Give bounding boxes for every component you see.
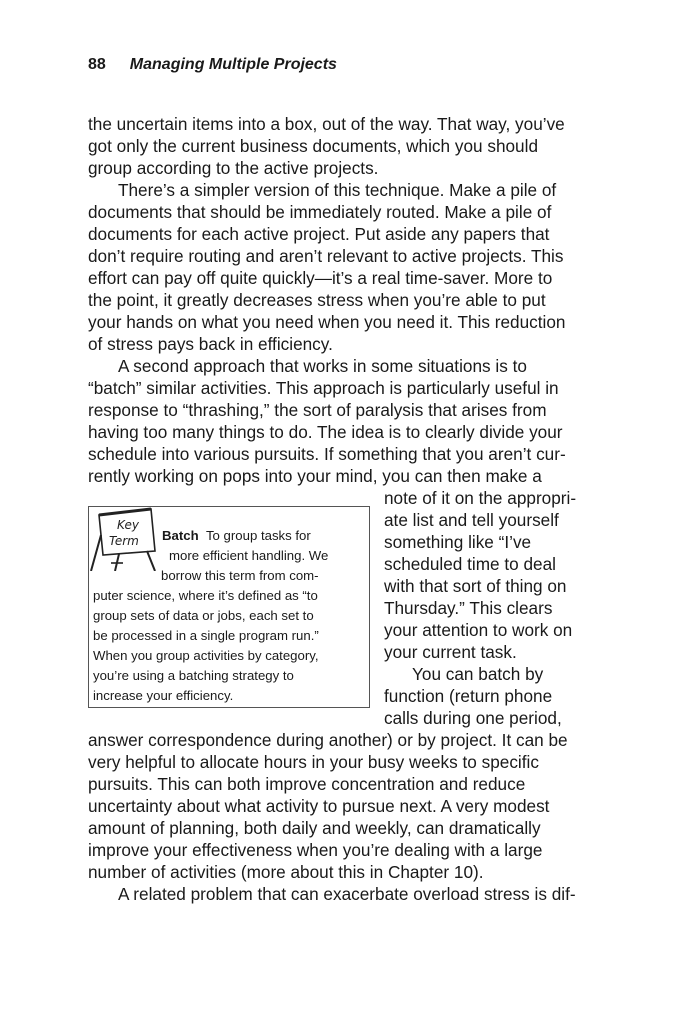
body-line: response to “thrashing,” the sort of paralysis that arises from — [88, 400, 547, 420]
key-term-line: be processed in a single program run.” — [93, 628, 319, 643]
side-line: Thursday.” This clears — [384, 598, 553, 618]
key-term-box — [88, 506, 370, 708]
side-line: calls during one period, — [384, 708, 562, 728]
running-header — [88, 56, 337, 74]
body-line: got only the current business documents, which you should — [88, 136, 538, 156]
key-term-line: increase your efficiency. — [93, 688, 234, 703]
side-line: note of it on the appropri- — [384, 488, 577, 508]
key-term-line: you’re using a batching strategy to — [93, 668, 294, 683]
body-line: number of activities (more about this in Chapter 10). — [88, 862, 484, 882]
side-line: You can batch by — [412, 664, 544, 684]
body-line: improve your effectiveness when you’re dealing with a large — [88, 840, 543, 860]
side-line: with that sort of thing on — [384, 576, 567, 596]
body-line: the point, it greatly decreases stress when you’re able to put — [88, 290, 546, 310]
key-term-line: When you group activities by category, — [93, 648, 319, 663]
body-line: A second approach that works in some situations is to — [118, 356, 527, 376]
body-line: documents for each active project. Put aside any papers that — [88, 224, 550, 244]
body-line: rently working on pops into your mind, you can then make a — [88, 466, 542, 486]
page-number: 88 — [88, 56, 106, 73]
side-line: your current task. — [384, 642, 517, 662]
key-icon-label: Key — [117, 518, 139, 532]
key-term-line: more efficient handling. We — [169, 548, 329, 563]
key-term-flipchart-icon — [89, 507, 161, 571]
body-line: your hands on what you need when you need it. This reduction — [88, 312, 566, 332]
side-line: function (return phone — [384, 686, 553, 706]
key-term-word: Batch — [162, 528, 199, 543]
body-line: of stress pays back in efficiency. — [88, 334, 333, 354]
body-line: having too many things to do. The idea is to clearly divide your — [88, 422, 563, 442]
body-line: schedule into various pursuits. If something that you aren’t cur- — [88, 444, 566, 464]
body-line: uncertainty about what activity to pursue next. A very modest — [88, 796, 550, 816]
body-line: “batch” similar activities. This approach is particularly useful in — [88, 378, 559, 398]
body-line: don’t require routing and aren’t relevant to active projects. This — [88, 246, 564, 266]
body-line: group according to the active projects. — [88, 158, 379, 178]
key-term-text: To group tasks for — [205, 528, 311, 543]
body-line: amount of planning, both daily and weekly, can dramatically — [88, 818, 541, 838]
term-icon-label: Term — [109, 534, 139, 548]
body-line: pursuits. This can both improve concentration and reduce — [88, 774, 526, 794]
side-line: ate list and tell yourself — [384, 510, 559, 530]
key-term-line: group sets of data or jobs, each set to — [93, 608, 314, 623]
side-line: something like “I’ve — [384, 532, 532, 552]
body-line: answer correspondence during another) or by project. It can be — [88, 730, 568, 750]
side-line: scheduled time to deal — [384, 554, 556, 574]
body-line: the uncertain items into a box, out of the way. That way, you’ve — [88, 114, 565, 134]
body-line: A related problem that can exacerbate overload stress is dif- — [118, 884, 576, 904]
running-title: Managing Multiple Projects — [129, 56, 337, 73]
body-line: very helpful to allocate hours in your busy weeks to specific — [88, 752, 539, 772]
body-line: effort can pay off quite quickly—it’s a real time-saver. More to — [88, 268, 553, 288]
key-term-line: borrow this term from com- — [161, 568, 319, 583]
body-line: There’s a simpler version of this technique. Make a pile of — [118, 180, 557, 200]
side-line: your attention to work on — [384, 620, 573, 640]
body-line: documents that should be immediately routed. Make a pile of — [88, 202, 552, 222]
key-term-first-line — [162, 526, 311, 546]
key-term-line: puter science, where it’s defined as “to — [93, 588, 318, 603]
